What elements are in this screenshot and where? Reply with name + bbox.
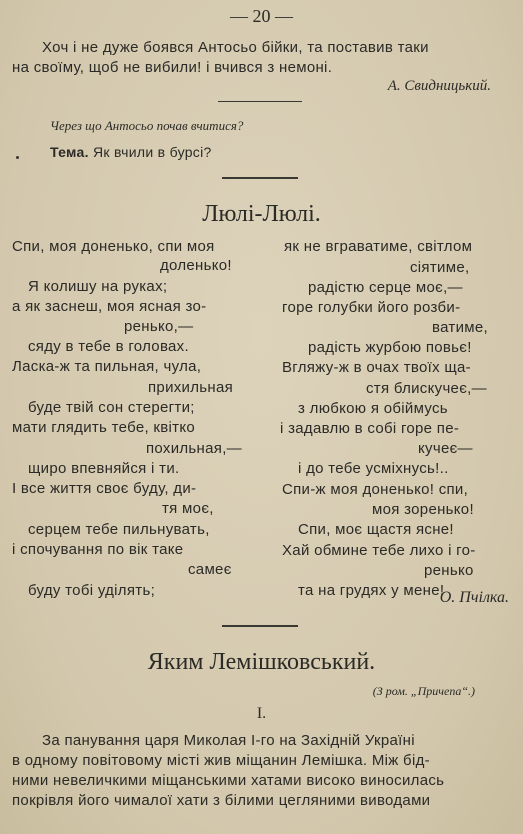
poem-line: похильная,— (146, 440, 242, 457)
poem-line: щиро впевняйся і ти. (28, 460, 180, 477)
poem-line: і до тебе усміхнусь!.. (298, 460, 449, 477)
poem-line: з любкою я обіймусь (298, 400, 448, 417)
story-paragraph (12, 731, 510, 811)
story-line: в одному повітовому місті жив міщанин Лемішка. Між бід- (12, 752, 430, 769)
poem-line: буду тобі уділять; (28, 582, 156, 599)
poem-line: радість журбою повьє! (308, 339, 472, 356)
poem-line: і спочування по вік таке (12, 541, 184, 558)
poem-line: Хай обмине тебе лихо і го- (282, 542, 476, 559)
poem-line: доленько! (160, 257, 232, 274)
poem-line: та на грудях у мене! (298, 582, 445, 599)
story-title: Яким Лемішковський. (147, 649, 376, 675)
poem-line: прихильная (148, 379, 234, 396)
poem-line: мати глядить тебе, квітко (12, 419, 196, 436)
story-line: покрівля його чималої хати з білими цегляними виводами (12, 792, 431, 809)
poem-line: І все життя своє буду, ди- (12, 480, 197, 497)
poem-line: радістю серце моє,— (308, 279, 463, 296)
story-line: За панування царя Миколая І-го на Західній Україні (42, 732, 415, 749)
poem-author: О. Пчілка. (439, 589, 509, 606)
story-line: ними невеличкими міщанськими хатами високо виносилась (12, 772, 445, 789)
intro-line: Хоч і не дуже боявся Антосьо бійки, та поставив таки (42, 39, 429, 56)
poem-line: Вгляжу-ж в очах твоїх ща- (282, 359, 471, 376)
poem-line: ренько,— (124, 318, 194, 335)
poem-line: Спи-ж моя доненько! спи, (282, 481, 469, 498)
poem-line: як не вграватиме, світлом (284, 238, 473, 255)
poem-line: ренько (424, 562, 474, 579)
divider (218, 101, 302, 102)
poem-line: а як заснеш, моя ясная зо- (12, 298, 207, 315)
question: Через що Антосьо почав вчитися? (50, 118, 244, 133)
poem-line: буде твій сон стерегти; (28, 399, 195, 416)
poem-line: серцем тебе пильнувать, (28, 521, 210, 538)
poem-line: ватиме, (432, 319, 488, 336)
poem-line: сяду в тебе в головах. (28, 338, 189, 355)
poem-line: тя моє, (162, 500, 214, 517)
intro-line: на своїму, щоб не вибили! і вчився з немоні. (12, 59, 333, 76)
page-number: — 20 — (230, 6, 293, 26)
poem-line: кучеє— (418, 440, 473, 457)
poem-line: горе голубки його розби- (282, 299, 461, 316)
topic (50, 144, 212, 160)
intro-author: А. Свидницький. (387, 78, 491, 94)
topic-text: Як вчили в бурсі? (93, 144, 212, 160)
margin-mark (16, 156, 19, 159)
story-source: (З ром. „Причепа“.) (372, 684, 475, 698)
poem-line: моя зоренько! (372, 501, 474, 518)
poem-line: стя блискучеє,— (366, 380, 487, 397)
poem-line: самеє (188, 561, 232, 578)
poem-line: і задавлю в собі горе пе- (280, 420, 460, 437)
poem-line: Ласка-ж та пильная, чула, (12, 358, 202, 375)
divider (222, 625, 298, 627)
divider (222, 177, 298, 179)
poem-line: Спи, моя доненько, спи моя (12, 238, 215, 255)
intro-paragraph (12, 38, 510, 78)
chapter-number: І. (256, 705, 267, 722)
poem-line: Я колишу на руках; (28, 278, 168, 295)
poem-title: Люлі-Люлі. (202, 201, 321, 227)
poem-line: сіятиме, (410, 259, 470, 276)
topic-label: Тема. (50, 144, 89, 160)
poem-line: Спи, моє щастя ясне! (298, 521, 454, 538)
